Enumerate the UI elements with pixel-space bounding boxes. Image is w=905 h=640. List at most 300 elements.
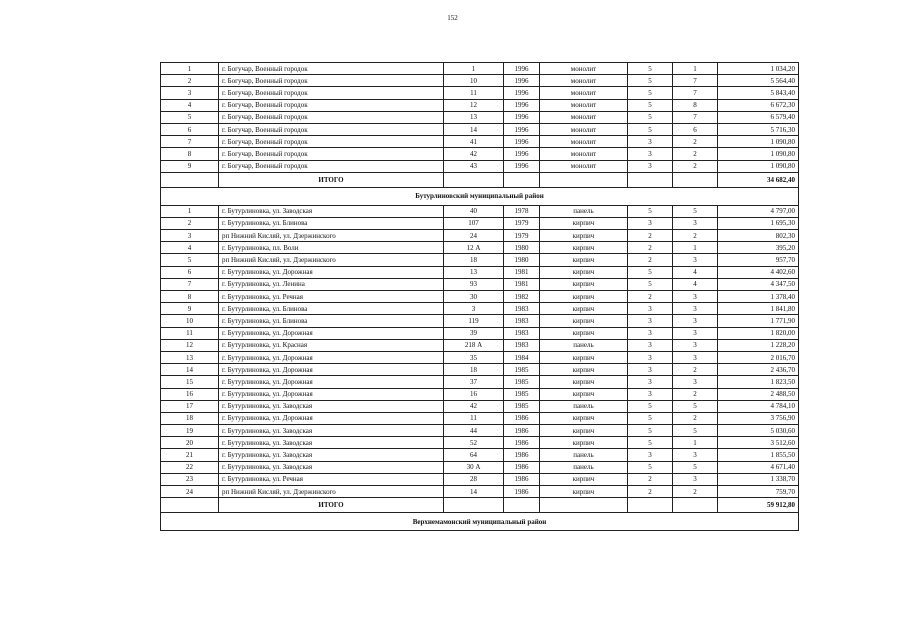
house-number-cell: 10 <box>444 75 504 87</box>
wall-material-cell: панель <box>540 461 628 473</box>
house-number-cell: 11 <box>444 87 504 99</box>
address-cell: г. Бутурлиновка, ул. Дорожная <box>219 266 444 278</box>
table-row <box>161 87 799 99</box>
floors-cell: 2 <box>628 230 673 242</box>
row-number-cell: 3 <box>161 87 219 99</box>
floors-cell: 3 <box>628 217 673 229</box>
year-cell: 1996 <box>504 111 540 123</box>
floors-cell: 5 <box>628 266 673 278</box>
row-number-cell: 18 <box>161 412 219 424</box>
table-row <box>161 63 799 75</box>
row-number-cell: 6 <box>161 123 219 135</box>
year-cell: 1996 <box>504 87 540 99</box>
row-number-cell: 20 <box>161 437 219 449</box>
address-cell: г. Бутурлиновка, ул. Речная <box>219 473 444 485</box>
entrances-cell: 2 <box>673 148 718 160</box>
address-cell: рп Нижний Кисляй, ул. Дзержинского <box>219 230 444 242</box>
year-cell: 1996 <box>504 136 540 148</box>
row-number-cell: 15 <box>161 376 219 388</box>
entrances-cell: 1 <box>673 63 718 75</box>
year-cell: 1996 <box>504 63 540 75</box>
table-row <box>161 437 799 449</box>
entrances-cell: 5 <box>673 205 718 217</box>
row-number-cell: 23 <box>161 473 219 485</box>
house-number-cell: 37 <box>444 376 504 388</box>
address-cell: г. Бутурлиновка, ул. Дорожная <box>219 376 444 388</box>
entrances-cell: 3 <box>673 473 718 485</box>
total-row <box>161 498 799 513</box>
house-number-cell: 1 <box>444 63 504 75</box>
floors-cell: 3 <box>628 351 673 363</box>
row-number-cell: 2 <box>161 75 219 87</box>
year-cell: 1980 <box>504 242 540 254</box>
floors-cell: 3 <box>628 303 673 315</box>
wall-material-cell: монолит <box>540 75 628 87</box>
row-number-cell: 9 <box>161 160 219 172</box>
area-cell: 5 716,30 <box>718 123 799 135</box>
address-cell: г. Бутурлиновка, ул. Дорожная <box>219 388 444 400</box>
entrances-cell: 3 <box>673 315 718 327</box>
wall-material-cell: кирпич <box>540 412 628 424</box>
address-cell: г. Бутурлиновка, ул. Дорожная <box>219 412 444 424</box>
entrances-cell: 5 <box>673 461 718 473</box>
area-cell: 1 820,00 <box>718 327 799 339</box>
row-number-cell: 9 <box>161 303 219 315</box>
wall-material-cell: кирпич <box>540 473 628 485</box>
address-cell: рп Нижний Кисляй, ул. Дзержинского <box>219 486 444 498</box>
area-cell: 1 090,80 <box>718 160 799 172</box>
floors-cell: 5 <box>628 461 673 473</box>
row-number-cell: 8 <box>161 291 219 303</box>
wall-material-cell: панель <box>540 449 628 461</box>
entrances-cell: 7 <box>673 111 718 123</box>
address-cell: г. Бутурлиновка, ул. Блинова <box>219 217 444 229</box>
address-cell: г. Бутурлиновка, ул. Блинова <box>219 315 444 327</box>
area-cell: 1 034,20 <box>718 63 799 75</box>
year-cell: 1985 <box>504 364 540 376</box>
row-number-cell: 11 <box>161 327 219 339</box>
table-row <box>161 473 799 485</box>
row-number-cell: 6 <box>161 266 219 278</box>
table-row <box>161 148 799 160</box>
wall-material-cell: кирпич <box>540 327 628 339</box>
table-row <box>161 205 799 217</box>
year-cell: 1996 <box>504 148 540 160</box>
address-cell: г. Богучар, Военный городок <box>219 123 444 135</box>
house-number-cell: 11 <box>444 412 504 424</box>
floors-cell: 5 <box>628 99 673 111</box>
area-cell: 759,70 <box>718 486 799 498</box>
table-row <box>161 461 799 473</box>
wall-material-cell: монолит <box>540 148 628 160</box>
year-cell: 1986 <box>504 412 540 424</box>
entrances-cell: 7 <box>673 75 718 87</box>
total-empty-cell <box>504 172 540 187</box>
year-cell: 1983 <box>504 315 540 327</box>
table-row <box>161 412 799 424</box>
floors-cell: 2 <box>628 473 673 485</box>
entrances-cell: 3 <box>673 303 718 315</box>
table-row <box>161 400 799 412</box>
area-cell: 5 030,60 <box>718 425 799 437</box>
total-empty-cell <box>673 498 718 513</box>
wall-material-cell: монолит <box>540 87 628 99</box>
area-cell: 957,70 <box>718 254 799 266</box>
total-empty-cell <box>628 172 673 187</box>
floors-cell: 2 <box>628 242 673 254</box>
house-number-cell: 12 <box>444 99 504 111</box>
area-cell: 1 823,50 <box>718 376 799 388</box>
floors-cell: 2 <box>628 254 673 266</box>
year-cell: 1978 <box>504 205 540 217</box>
table-row <box>161 364 799 376</box>
address-cell: г. Богучар, Военный городок <box>219 99 444 111</box>
page-number: 152 <box>447 14 458 22</box>
floors-cell: 3 <box>628 388 673 400</box>
entrances-cell: 2 <box>673 486 718 498</box>
floors-cell: 3 <box>628 339 673 351</box>
row-number-cell: 13 <box>161 351 219 363</box>
floors-cell: 5 <box>628 123 673 135</box>
table-row <box>161 425 799 437</box>
row-number-cell: 4 <box>161 242 219 254</box>
area-cell: 4 402,60 <box>718 266 799 278</box>
floors-cell: 3 <box>628 148 673 160</box>
address-cell: г. Бутурлиновка, пл. Воли <box>219 242 444 254</box>
address-cell: г. Богучар, Военный городок <box>219 111 444 123</box>
address-cell: г. Богучар, Военный городок <box>219 148 444 160</box>
address-cell: г. Бутурлиновка, ул. Заводская <box>219 437 444 449</box>
total-empty-cell <box>628 498 673 513</box>
area-cell: 1 855,50 <box>718 449 799 461</box>
wall-material-cell: кирпич <box>540 376 628 388</box>
year-cell: 1986 <box>504 486 540 498</box>
year-cell: 1983 <box>504 339 540 351</box>
entrances-cell: 1 <box>673 242 718 254</box>
row-number-cell: 1 <box>161 63 219 75</box>
floors-cell: 3 <box>628 449 673 461</box>
entrances-cell: 2 <box>673 160 718 172</box>
floors-cell: 5 <box>628 437 673 449</box>
total-empty-cell <box>540 498 628 513</box>
house-number-cell: 218 А <box>444 339 504 351</box>
total-empty-cell <box>444 498 504 513</box>
wall-material-cell: панель <box>540 400 628 412</box>
house-number-cell: 13 <box>444 111 504 123</box>
entrances-cell: 3 <box>673 291 718 303</box>
year-cell: 1985 <box>504 388 540 400</box>
table-row <box>161 388 799 400</box>
table-row <box>161 75 799 87</box>
housing-registry-table <box>160 62 799 531</box>
table-row <box>161 303 799 315</box>
year-cell: 1985 <box>504 400 540 412</box>
total-value: 34 682,40 <box>718 172 799 187</box>
entrances-cell: 4 <box>673 278 718 290</box>
year-cell: 1983 <box>504 303 540 315</box>
house-number-cell: 41 <box>444 136 504 148</box>
area-cell: 3 756,90 <box>718 412 799 424</box>
row-number-cell: 21 <box>161 449 219 461</box>
house-number-cell: 42 <box>444 400 504 412</box>
floors-cell: 5 <box>628 425 673 437</box>
address-cell: г. Бутурлиновка, ул. Красная <box>219 339 444 351</box>
address-cell: г. Бутурлиновка, ул. Дорожная <box>219 327 444 339</box>
entrances-cell: 3 <box>673 254 718 266</box>
area-cell: 1 090,80 <box>718 136 799 148</box>
area-cell: 5 564,40 <box>718 75 799 87</box>
row-number-cell: 7 <box>161 278 219 290</box>
entrances-cell: 3 <box>673 217 718 229</box>
entrances-cell: 7 <box>673 87 718 99</box>
total-label: ИТОГО <box>219 172 444 187</box>
house-number-cell: 119 <box>444 315 504 327</box>
wall-material-cell: кирпич <box>540 242 628 254</box>
area-cell: 4 671,40 <box>718 461 799 473</box>
entrances-cell: 3 <box>673 351 718 363</box>
entrances-cell: 3 <box>673 339 718 351</box>
entrances-cell: 4 <box>673 266 718 278</box>
wall-material-cell: монолит <box>540 63 628 75</box>
section-header-row <box>161 513 799 531</box>
area-cell: 3 512,60 <box>718 437 799 449</box>
year-cell: 1986 <box>504 437 540 449</box>
floors-cell: 2 <box>628 486 673 498</box>
table-row <box>161 315 799 327</box>
address-cell: г. Бутурлиновка, ул. Речная <box>219 291 444 303</box>
total-empty-cell <box>161 498 219 513</box>
year-cell: 1980 <box>504 254 540 266</box>
area-cell: 1 338,70 <box>718 473 799 485</box>
wall-material-cell: панель <box>540 205 628 217</box>
row-number-cell: 14 <box>161 364 219 376</box>
house-number-cell: 42 <box>444 148 504 160</box>
entrances-cell: 2 <box>673 388 718 400</box>
house-number-cell: 39 <box>444 327 504 339</box>
wall-material-cell: панель <box>540 339 628 351</box>
table-row <box>161 351 799 363</box>
floors-cell: 5 <box>628 111 673 123</box>
floors-cell: 5 <box>628 205 673 217</box>
entrances-cell: 2 <box>673 364 718 376</box>
entrances-cell: 8 <box>673 99 718 111</box>
entrances-cell: 3 <box>673 376 718 388</box>
entrances-cell: 2 <box>673 230 718 242</box>
area-cell: 2 436,70 <box>718 364 799 376</box>
table-row <box>161 123 799 135</box>
house-number-cell: 35 <box>444 351 504 363</box>
wall-material-cell: кирпич <box>540 266 628 278</box>
house-number-cell: 43 <box>444 160 504 172</box>
address-cell: г. Бутурлиновка, ул. Ленина <box>219 278 444 290</box>
floors-cell: 5 <box>628 87 673 99</box>
wall-material-cell: монолит <box>540 99 628 111</box>
house-number-cell: 16 <box>444 388 504 400</box>
house-number-cell: 13 <box>444 266 504 278</box>
year-cell: 1982 <box>504 291 540 303</box>
house-number-cell: 28 <box>444 473 504 485</box>
total-row <box>161 172 799 187</box>
row-number-cell: 3 <box>161 230 219 242</box>
year-cell: 1996 <box>504 123 540 135</box>
wall-material-cell: монолит <box>540 160 628 172</box>
area-cell: 4 347,50 <box>718 278 799 290</box>
table-row <box>161 242 799 254</box>
house-number-cell: 18 <box>444 364 504 376</box>
house-number-cell: 30 <box>444 291 504 303</box>
table-row <box>161 449 799 461</box>
address-cell: г. Богучар, Военный городок <box>219 160 444 172</box>
area-cell: 1 228,20 <box>718 339 799 351</box>
wall-material-cell: кирпич <box>540 278 628 290</box>
wall-material-cell: кирпич <box>540 388 628 400</box>
entrances-cell: 3 <box>673 327 718 339</box>
entrances-cell: 3 <box>673 449 718 461</box>
wall-material-cell: кирпич <box>540 254 628 266</box>
house-number-cell: 64 <box>444 449 504 461</box>
address-cell: г. Бутурлиновка, ул. Дорожная <box>219 364 444 376</box>
year-cell: 1981 <box>504 266 540 278</box>
floors-cell: 5 <box>628 400 673 412</box>
table-row <box>161 111 799 123</box>
area-cell: 6 672,30 <box>718 99 799 111</box>
house-number-cell: 30 А <box>444 461 504 473</box>
address-cell: г. Бутурлиновка, ул. Блинова <box>219 303 444 315</box>
address-cell: рп Нижний Кисляй, ул. Дзержинского <box>219 254 444 266</box>
table-row <box>161 278 799 290</box>
total-empty-cell <box>161 172 219 187</box>
house-number-cell: 44 <box>444 425 504 437</box>
floors-cell: 3 <box>628 160 673 172</box>
table-row <box>161 291 799 303</box>
address-cell: г. Бутурлиновка, ул. Дорожная <box>219 351 444 363</box>
house-number-cell: 52 <box>444 437 504 449</box>
table-row <box>161 266 799 278</box>
year-cell: 1986 <box>504 449 540 461</box>
house-number-cell: 40 <box>444 205 504 217</box>
row-number-cell: 1 <box>161 205 219 217</box>
area-cell: 6 579,40 <box>718 111 799 123</box>
area-cell: 4 797,00 <box>718 205 799 217</box>
row-number-cell: 22 <box>161 461 219 473</box>
wall-material-cell: кирпич <box>540 303 628 315</box>
section-header-row <box>161 187 799 205</box>
floors-cell: 5 <box>628 278 673 290</box>
table-row <box>161 217 799 229</box>
area-cell: 1 771,90 <box>718 315 799 327</box>
table-row <box>161 99 799 111</box>
total-empty-cell <box>540 172 628 187</box>
wall-material-cell: кирпич <box>540 291 628 303</box>
total-empty-cell <box>673 172 718 187</box>
floors-cell: 5 <box>628 63 673 75</box>
table-row <box>161 327 799 339</box>
address-cell: г. Богучар, Военный городок <box>219 63 444 75</box>
table-row <box>161 486 799 498</box>
house-number-cell: 12 А <box>444 242 504 254</box>
area-cell: 5 843,40 <box>718 87 799 99</box>
address-cell: г. Богучар, Военный городок <box>219 75 444 87</box>
address-cell: г. Бутурлиновка, ул. Заводская <box>219 449 444 461</box>
total-empty-cell <box>444 172 504 187</box>
table-row <box>161 160 799 172</box>
area-cell: 4 784,10 <box>718 400 799 412</box>
table-row <box>161 376 799 388</box>
entrances-cell: 1 <box>673 437 718 449</box>
area-cell: 395,20 <box>718 242 799 254</box>
row-number-cell: 5 <box>161 111 219 123</box>
entrances-cell: 2 <box>673 136 718 148</box>
wall-material-cell: кирпич <box>540 486 628 498</box>
year-cell: 1979 <box>504 230 540 242</box>
wall-material-cell: кирпич <box>540 217 628 229</box>
house-number-cell: 24 <box>444 230 504 242</box>
year-cell: 1984 <box>504 351 540 363</box>
wall-material-cell: монолит <box>540 123 628 135</box>
table-row <box>161 230 799 242</box>
table-row <box>161 136 799 148</box>
row-number-cell: 4 <box>161 99 219 111</box>
year-cell: 1996 <box>504 160 540 172</box>
area-cell: 2 488,50 <box>718 388 799 400</box>
house-number-cell: 93 <box>444 278 504 290</box>
row-number-cell: 8 <box>161 148 219 160</box>
address-cell: г. Бутурлиновка, ул. Заводская <box>219 461 444 473</box>
address-cell: г. Богучар, Военный городок <box>219 87 444 99</box>
wall-material-cell: кирпич <box>540 230 628 242</box>
total-empty-cell <box>504 498 540 513</box>
total-label: ИТОГО <box>219 498 444 513</box>
wall-material-cell: монолит <box>540 111 628 123</box>
row-number-cell: 24 <box>161 486 219 498</box>
address-cell: г. Бутурлиновка, ул. Заводская <box>219 400 444 412</box>
house-number-cell: 107 <box>444 217 504 229</box>
row-number-cell: 16 <box>161 388 219 400</box>
year-cell: 1983 <box>504 327 540 339</box>
house-number-cell: 14 <box>444 486 504 498</box>
total-value: 59 912,80 <box>718 498 799 513</box>
area-cell: 1 090,80 <box>718 148 799 160</box>
row-number-cell: 19 <box>161 425 219 437</box>
entrances-cell: 5 <box>673 425 718 437</box>
floors-cell: 3 <box>628 376 673 388</box>
area-cell: 1 841,80 <box>718 303 799 315</box>
area-cell: 1 378,40 <box>718 291 799 303</box>
year-cell: 1979 <box>504 217 540 229</box>
year-cell: 1985 <box>504 376 540 388</box>
floors-cell: 3 <box>628 136 673 148</box>
section-title: Бутурлиновский муниципальный район <box>161 187 799 205</box>
floors-cell: 5 <box>628 75 673 87</box>
year-cell: 1996 <box>504 75 540 87</box>
row-number-cell: 10 <box>161 315 219 327</box>
floors-cell: 5 <box>628 412 673 424</box>
area-cell: 2 016,70 <box>718 351 799 363</box>
address-cell: г. Бутурлиновка, ул. Заводская <box>219 425 444 437</box>
year-cell: 1986 <box>504 461 540 473</box>
wall-material-cell: монолит <box>540 136 628 148</box>
entrances-cell: 2 <box>673 412 718 424</box>
table-row <box>161 254 799 266</box>
floors-cell: 2 <box>628 291 673 303</box>
year-cell: 1986 <box>504 425 540 437</box>
area-cell: 802,30 <box>718 230 799 242</box>
section-title: Верхнемамонский муниципальный район <box>161 513 799 531</box>
row-number-cell: 17 <box>161 400 219 412</box>
floors-cell: 3 <box>628 315 673 327</box>
entrances-cell: 6 <box>673 123 718 135</box>
floors-cell: 3 <box>628 364 673 376</box>
